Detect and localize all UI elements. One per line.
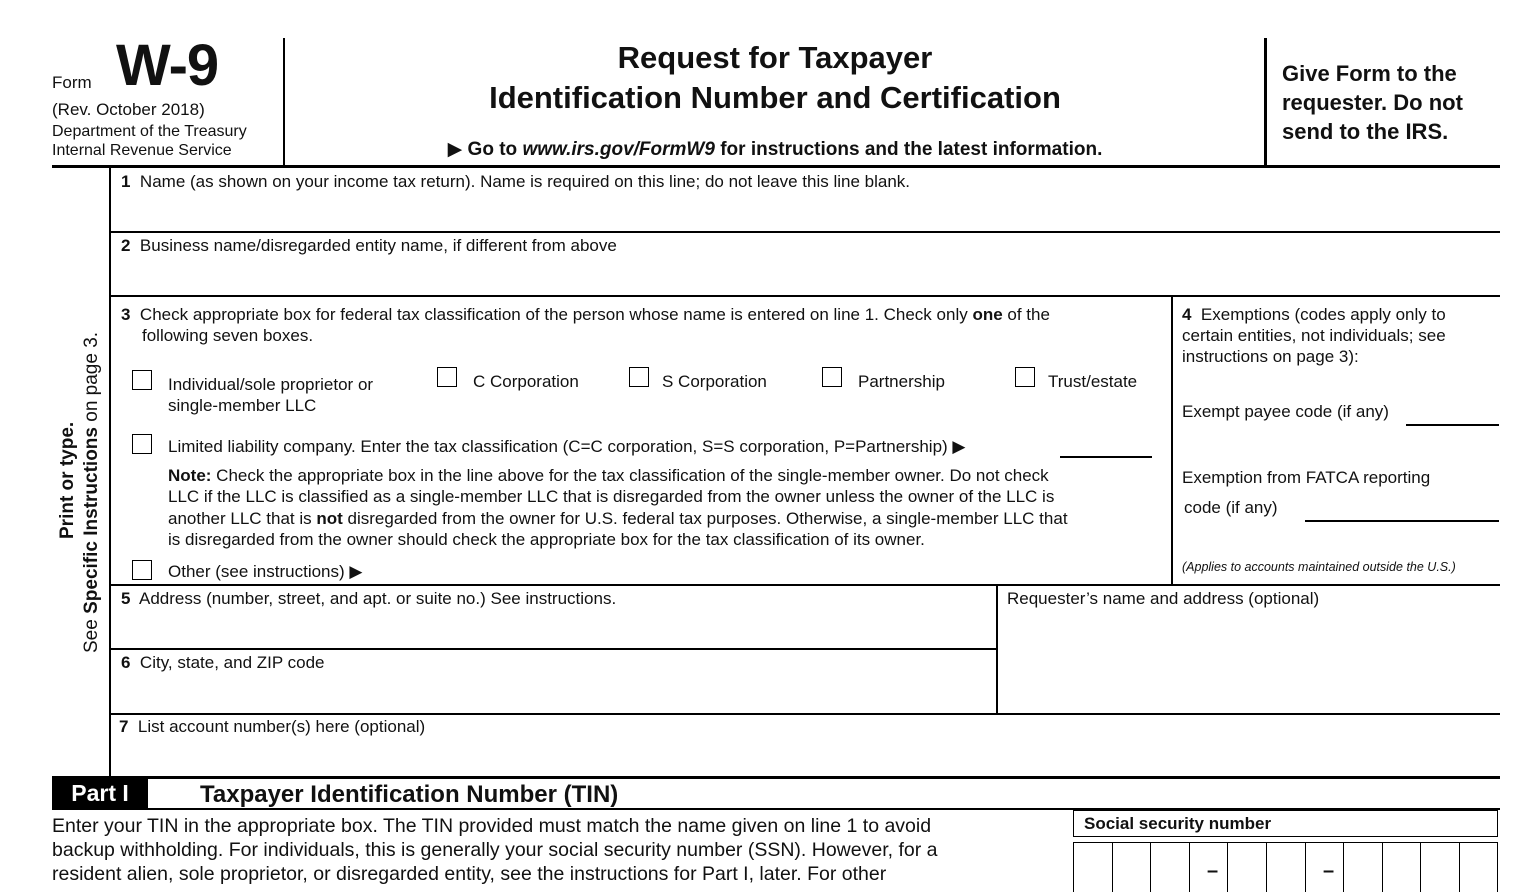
- part1-text-2: backup withholding. For individuals, this is generally your social security number (SSN). However, for a: [52, 839, 938, 861]
- note-line3: [168, 508, 1068, 529]
- give-form-line2: requester. Do not: [1282, 90, 1463, 115]
- partnership-checkbox[interactable]: [822, 367, 842, 387]
- part1-text-3: resident alien, sole proprietor, or disregarded entity, see the instructions for Part I, later. For other: [52, 863, 887, 885]
- line4-label-3: instructions on page 3):: [1182, 347, 1359, 366]
- ssn-digit-7[interactable]: [1382, 842, 1383, 892]
- business-name-input[interactable]: [112, 257, 1498, 295]
- form-word: Form: [52, 73, 92, 92]
- ssn-dash-1: –: [1207, 860, 1219, 882]
- line4-label-2: certain entities, not individuals; see: [1182, 326, 1446, 345]
- specific-instructions-note: [81, 332, 103, 653]
- line6-label: [121, 652, 325, 673]
- give-form-line3: send to the IRS.: [1282, 119, 1449, 144]
- ssn-digit-9[interactable]: [1459, 842, 1460, 892]
- city-state-zip-input[interactable]: [112, 674, 994, 712]
- name-input[interactable]: [112, 193, 1498, 231]
- note-label: Note:: [168, 466, 212, 485]
- form-title-line2: Identification Number and Certification: [489, 80, 1061, 115]
- part1-title: Taxpayer Identification Number (TIN): [200, 781, 619, 808]
- header-bottom-rule: [52, 165, 1500, 168]
- line5-number: 5: [121, 589, 131, 608]
- ssn-digit-5-end: [1305, 842, 1306, 892]
- c-corp-checkbox[interactable]: [437, 367, 457, 387]
- instr-prefix: Go to: [467, 139, 523, 160]
- fatca-note: (Applies to accounts maintained outside the U.S.): [1182, 560, 1456, 574]
- llc-checkbox[interactable]: [132, 434, 152, 454]
- s-corp-label: S Corporation: [662, 372, 767, 391]
- address-input[interactable]: [112, 610, 994, 648]
- line3-bottom-rule: [110, 584, 1500, 586]
- line1-bottom-rule: [110, 231, 1500, 233]
- ssn-label: Social security number: [1084, 814, 1272, 833]
- fatca-label-1: Exemption from FATCA reporting: [1182, 468, 1431, 487]
- line5-bottom-rule: [110, 648, 997, 650]
- llc-label: Limited liability company. Enter the tax classification (C=C corporation, S=S corporation, P=Partnership) ▶: [168, 437, 966, 456]
- line6-number: 6: [121, 653, 131, 672]
- line3-text-b: of the: [1002, 305, 1050, 324]
- requester-input[interactable]: [1000, 612, 1498, 712]
- fatca-code-input[interactable]: [1305, 499, 1498, 519]
- ssn-digit-5[interactable]: [1266, 842, 1267, 892]
- exempt-payee-label: Exempt payee code (if any): [1182, 402, 1389, 421]
- other-input[interactable]: [390, 561, 1160, 581]
- ssn-digit-4[interactable]: [1227, 842, 1228, 892]
- line3-text-a: Check appropriate box for federal tax classification of the person whose name is entered on line 1. Check only: [139, 305, 973, 324]
- sidebar-rule: [109, 168, 111, 778]
- line7-label: [119, 716, 425, 737]
- note-text-1: Check the appropriate box in the line above for the tax classification of the single-member owner. Do not check: [211, 466, 1049, 485]
- line3-one: one: [972, 305, 1003, 324]
- other-checkbox[interactable]: [132, 560, 152, 580]
- account-numbers-input[interactable]: [112, 738, 1498, 774]
- line3-label-cont: following seven boxes.: [142, 326, 314, 345]
- trust-estate-checkbox[interactable]: [1015, 367, 1035, 387]
- line2-text: Business name/disregarded entity name, if different from above: [139, 236, 617, 255]
- note-line1: [168, 465, 1049, 486]
- individual-label-1: Individual/sole proprietor or: [168, 375, 374, 394]
- llc-input-underline: [1060, 456, 1152, 458]
- ssn-label-box: [1073, 810, 1498, 837]
- ssn-digit-3[interactable]: [1150, 842, 1151, 892]
- ssn-digit-1[interactable]: [1073, 842, 1074, 892]
- line2-bottom-rule: [110, 295, 1500, 297]
- ssn-digit-2[interactable]: [1112, 842, 1113, 892]
- part1-badge-text: Part I: [71, 780, 129, 806]
- instr-suffix: for instructions and the latest information.: [714, 139, 1103, 160]
- form-title-line1: Request for Taxpayer: [617, 40, 933, 75]
- arrow-right-icon: ▶: [447, 139, 463, 160]
- ssn-digit-3-end: [1189, 842, 1190, 892]
- note-text-3b: disregarded from the owner for U.S. federal tax purposes. Otherwise, a single-member LLC that: [342, 509, 1068, 528]
- department: Department of the Treasury: [52, 123, 247, 140]
- irs-link[interactable]: www.irs.gov/FormW9: [522, 139, 715, 160]
- fatca-label-2: code (if any): [1184, 498, 1278, 517]
- header-divider-right: [1264, 38, 1267, 166]
- print-or-type: Print or type.: [57, 421, 78, 539]
- c-corp-label: C Corporation: [473, 372, 579, 391]
- exempt-payee-input[interactable]: [1406, 403, 1498, 423]
- line4-label: [1182, 304, 1446, 325]
- line1-number: 1: [121, 172, 131, 191]
- line2-label: [121, 235, 617, 256]
- see-word: See: [81, 613, 102, 653]
- ssn-digit-8[interactable]: [1420, 842, 1421, 892]
- note-not: not: [316, 509, 343, 528]
- line4-number: 4: [1182, 305, 1192, 324]
- individual-label-2: single-member LLC: [168, 396, 317, 415]
- part1-top-rule: [52, 776, 1500, 779]
- note-line2: LLC if the LLC is classified as a single-member LLC that is disregarded from the owner unless the owner of the LLC is: [168, 487, 1055, 506]
- individual-checkbox[interactable]: [132, 370, 152, 390]
- line7-text: List account number(s) here (optional): [137, 717, 426, 736]
- line4-text: Exemptions (codes apply only to: [1200, 305, 1446, 324]
- line6-bottom-rule: [110, 713, 1500, 715]
- requester-label: Requester’s name and address (optional): [1007, 589, 1320, 608]
- line3-number: 3: [121, 305, 131, 324]
- form-revision: (Rev. October 2018): [52, 100, 205, 119]
- ssn-digit-6[interactable]: [1343, 842, 1344, 892]
- instructions-line: [286, 139, 1264, 161]
- part1-text-1: Enter your TIN in the appropriate box. The TIN provided must match the name given on line 1 to avoid: [52, 815, 932, 837]
- s-corp-checkbox[interactable]: [629, 367, 649, 387]
- line7-number: 7: [119, 717, 129, 736]
- line1-label: [121, 171, 910, 192]
- ssn-dash-2: –: [1323, 860, 1335, 882]
- line6-text: City, state, and ZIP code: [139, 653, 325, 672]
- on-page: on page 3.: [81, 331, 102, 428]
- specific-instructions: Specific Instructions: [81, 427, 102, 614]
- part1-badge: [52, 779, 148, 808]
- line3-label: [121, 304, 1050, 325]
- ssn-field[interactable]: [1073, 842, 1498, 892]
- line2-number: 2: [121, 236, 131, 255]
- note-text-3a: another LLC that is: [168, 509, 317, 528]
- header-divider-left: [283, 38, 285, 166]
- llc-classification-input[interactable]: [1060, 436, 1152, 456]
- form-code: W-9: [116, 33, 219, 98]
- fatca-underline: [1305, 520, 1499, 522]
- irs-service: Internal Revenue Service: [52, 142, 232, 159]
- other-label: Other (see instructions) ▶: [168, 562, 363, 581]
- note-line4: is disregarded from the owner should check the appropriate box for the tax classification of its owner.: [168, 530, 925, 549]
- exemptions-divider: [1171, 295, 1173, 584]
- line5-label: [121, 588, 616, 609]
- line5-text: Address (number, street, and apt. or suite no.) See instructions.: [138, 589, 617, 608]
- line1-text: Name (as shown on your income tax return). Name is required on this line; do not leave this line blank.: [139, 172, 911, 191]
- partnership-label: Partnership: [858, 372, 945, 391]
- trust-estate-label: Trust/estate: [1048, 372, 1138, 391]
- give-form-line1: Give Form to the: [1282, 61, 1457, 86]
- exempt-payee-underline: [1406, 424, 1499, 426]
